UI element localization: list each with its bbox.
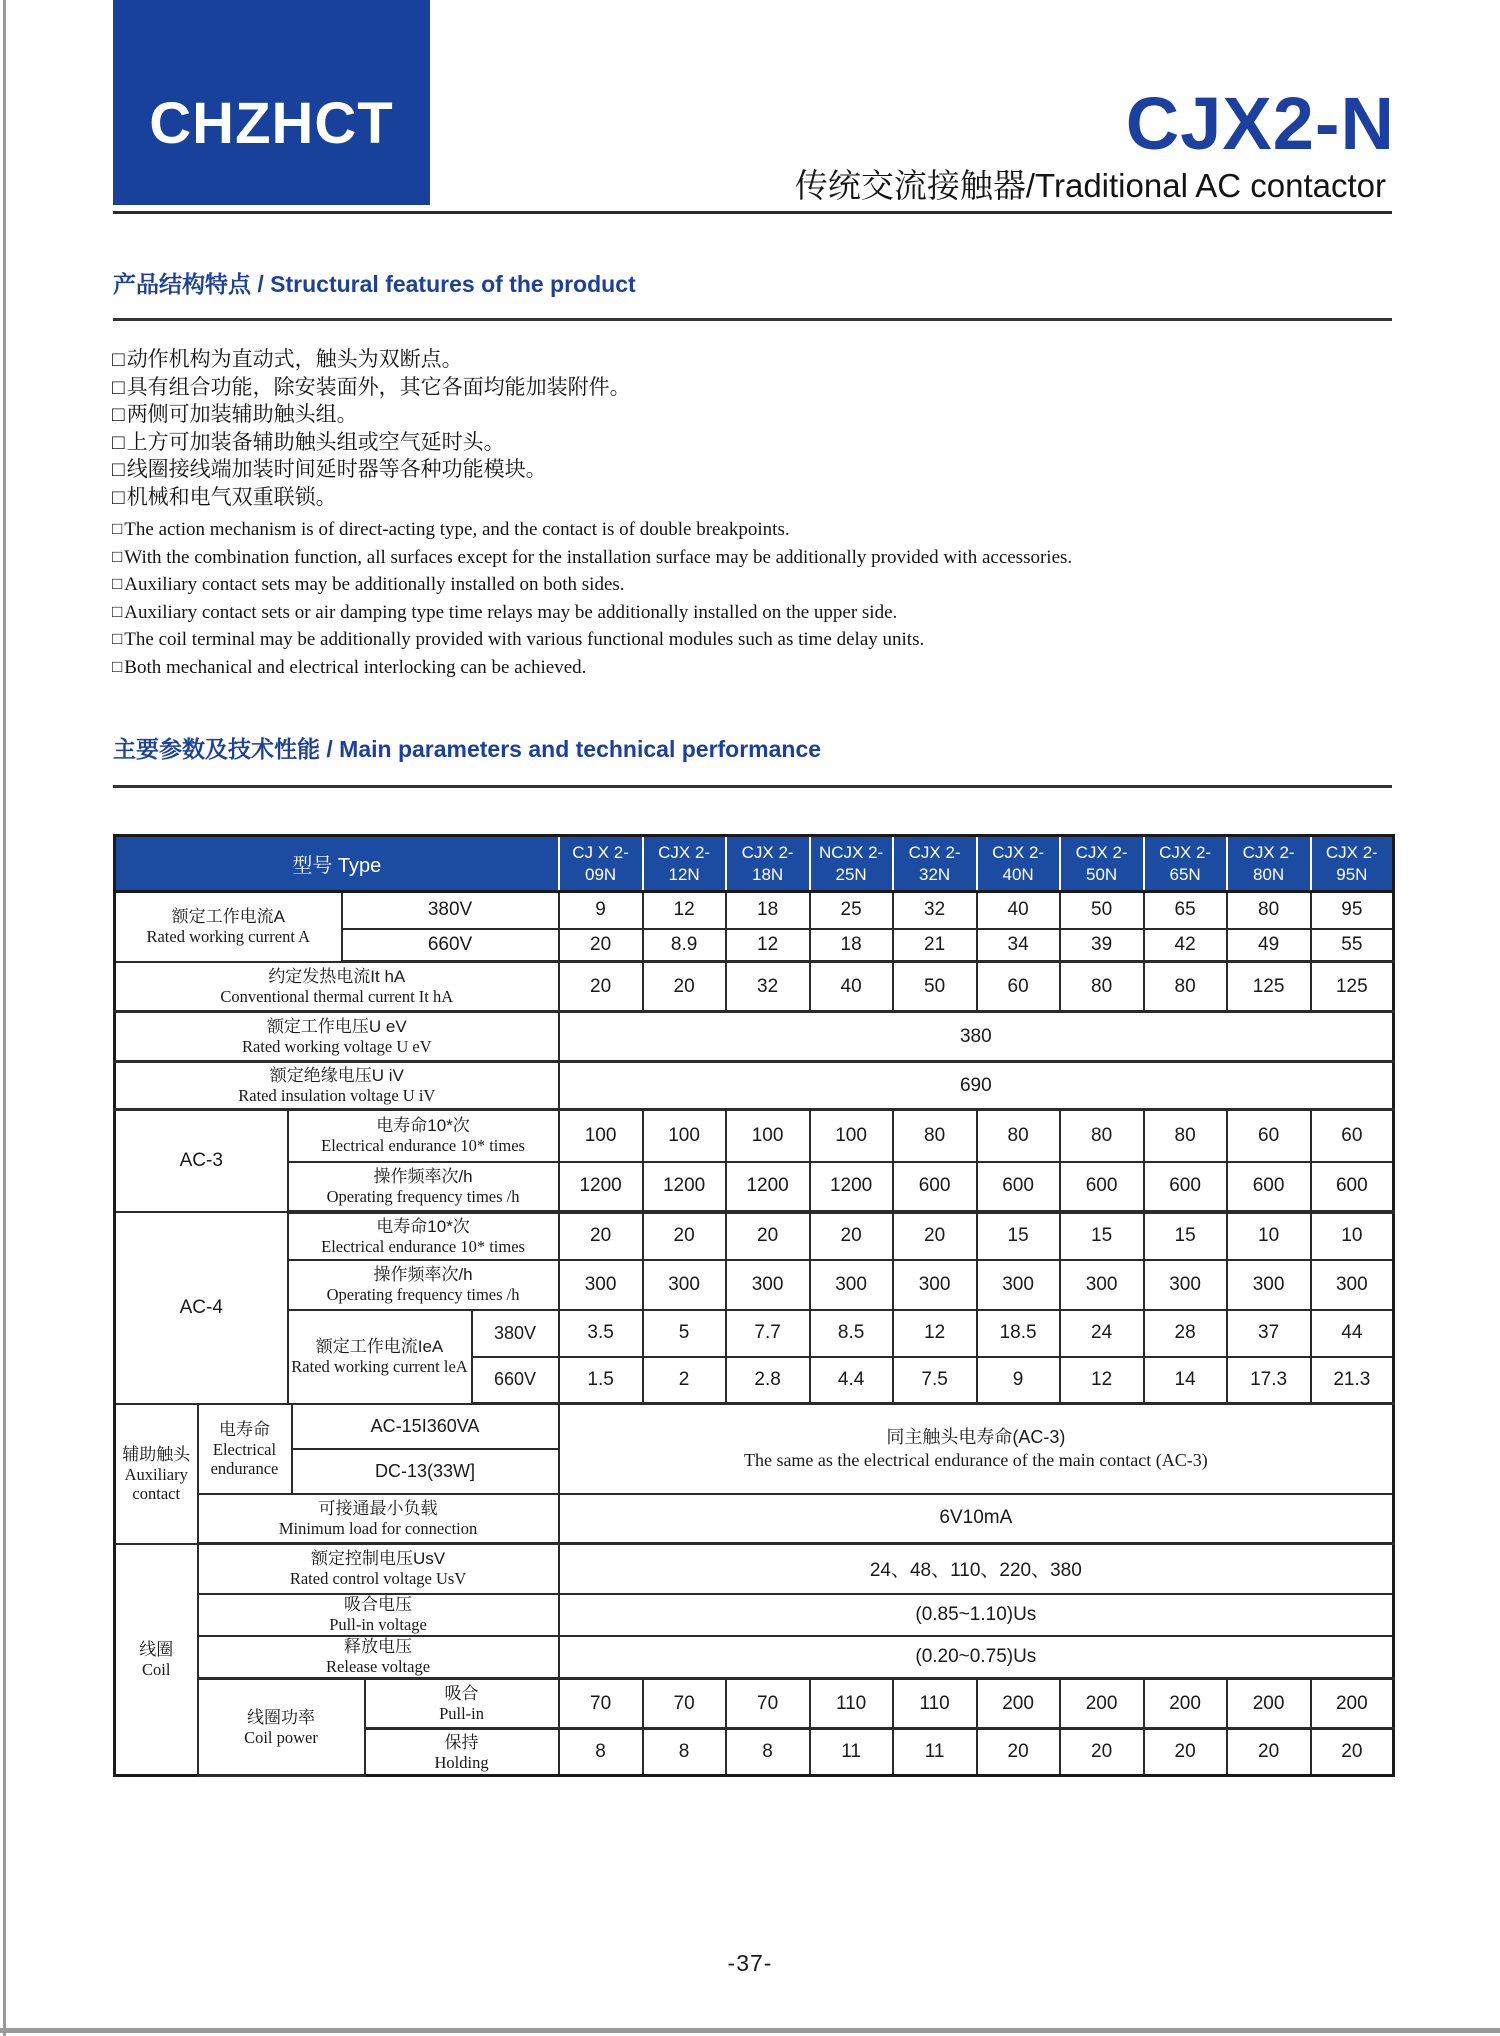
- row-label-auxiliary-contact: [115, 1404, 198, 1544]
- value-cell: 20: [1311, 1729, 1394, 1776]
- value-cell: 200: [977, 1679, 1060, 1729]
- table-header-row: [115, 836, 1394, 892]
- value-cell: 1200: [643, 1162, 726, 1212]
- value-cell: 7.5: [893, 1357, 977, 1404]
- value-cell: 39: [1060, 929, 1144, 962]
- label-en: Electrical endurance 10* times: [321, 1236, 525, 1256]
- value-cell: 8: [726, 1729, 810, 1776]
- label-en: Release voltage: [326, 1657, 431, 1677]
- feature-list-english: [112, 516, 1072, 681]
- value-cell: 300: [643, 1260, 726, 1310]
- label-cn: 吸合: [444, 1684, 479, 1703]
- value-cell: 80: [1227, 892, 1311, 929]
- feature-text: 上方可加装备辅助触头组或空气延时头。: [126, 430, 505, 454]
- model-column-header: CJX 2- 32N: [893, 836, 977, 892]
- value-cell: 42: [1144, 929, 1227, 962]
- label-en: Rated insulation voltage U iV: [238, 1086, 436, 1105]
- row-label-coil: [115, 1544, 198, 1776]
- list-item: [112, 484, 631, 512]
- value-cell: 20: [810, 1212, 893, 1260]
- value-cell: 12: [893, 1310, 977, 1357]
- page-number: -37-: [727, 1950, 773, 1976]
- label-en: contact: [132, 1483, 181, 1503]
- checkbox-icon: □: [112, 403, 125, 426]
- table-row: [115, 1212, 1394, 1260]
- value-cell: 21.3: [1311, 1357, 1394, 1404]
- value-cell: 20: [1227, 1729, 1311, 1776]
- label-en: Electrical: [212, 1439, 277, 1459]
- label-en: Pull-in: [439, 1704, 485, 1723]
- value-cell: 7.7: [726, 1310, 810, 1357]
- value-cell: 18: [726, 892, 810, 929]
- value-cell: 125: [1227, 962, 1311, 1012]
- row-label-ac3-endurance: [288, 1110, 559, 1162]
- table-row: [115, 1260, 1394, 1310]
- feature-text: 机械和电气双重联锁。: [126, 485, 337, 509]
- value-cell: 12: [726, 929, 810, 962]
- value-cell: 20: [559, 962, 643, 1012]
- row-label-ac15: AC-15I360VA: [292, 1404, 559, 1449]
- value-cell: 50: [893, 962, 977, 1012]
- value-cell: 8.5: [810, 1310, 893, 1357]
- value-cell: 80: [1060, 962, 1144, 1012]
- value-cell: 18: [810, 929, 893, 962]
- feature-text: Auxiliary contact sets may be additionally installed on both sides.: [124, 574, 625, 595]
- value-cell: 60: [1311, 1110, 1394, 1162]
- value-cell: 2: [643, 1357, 726, 1404]
- table-row: [115, 1162, 1394, 1212]
- value-cell: 12: [643, 892, 726, 929]
- label-en: Rated working current leA: [291, 1357, 468, 1376]
- value-cell: 80: [1144, 1110, 1227, 1162]
- value-cell: 80: [893, 1110, 977, 1162]
- table-row: [115, 1310, 1394, 1357]
- list-item: [112, 599, 1072, 627]
- feature-text: 具有组合功能，除安装面外，其它各面均能加装附件。: [126, 375, 631, 399]
- checkbox-icon: □: [112, 519, 123, 538]
- row-label-ac3-frequency: [288, 1162, 559, 1212]
- value-cell: 17.3: [1227, 1357, 1311, 1404]
- table-row: [115, 892, 1394, 929]
- value-cell: 50: [1060, 892, 1144, 929]
- label-cn: 操作频率次/h: [373, 1265, 473, 1284]
- row-label-working-voltage: [115, 1012, 559, 1062]
- table-row: [115, 1012, 1394, 1062]
- label-cn: 辅助触头: [122, 1444, 191, 1464]
- row-label-pull-in: [365, 1679, 559, 1729]
- value-cell: 10: [1227, 1212, 1311, 1260]
- value-cell: 60: [1227, 1110, 1311, 1162]
- row-label-holding: [365, 1729, 559, 1776]
- label-cn: 保持: [444, 1732, 479, 1752]
- label-en: Conventional thermal current It hA: [220, 987, 454, 1006]
- value-cell: 4.4: [810, 1357, 893, 1404]
- row-label-ac4: AC-4: [115, 1212, 288, 1404]
- label-cn: 约定发热电流It hA: [268, 967, 406, 986]
- model-column-header: CJX 2- 40N: [977, 836, 1060, 892]
- row-label-ac4-rated-current: [288, 1310, 472, 1404]
- table-row: [115, 1110, 1394, 1162]
- value-cell: 300: [977, 1260, 1060, 1310]
- feature-text: 动作机构为直动式，触头为双断点。: [126, 348, 463, 371]
- label-en: Electrical endurance 10* times: [321, 1136, 525, 1156]
- brand-logo-text: CHZHCT: [149, 91, 394, 156]
- value-cell: 600: [1144, 1162, 1227, 1212]
- value-cell: 300: [1227, 1260, 1311, 1310]
- value-cell: 8: [643, 1729, 726, 1776]
- value-cell: 20: [1060, 1729, 1144, 1776]
- value-cell: 9: [559, 892, 643, 929]
- value-cell: 65: [1144, 892, 1227, 929]
- value-cell: 21: [893, 929, 977, 962]
- value-cell: 2.8: [726, 1357, 810, 1404]
- value-cell: 200: [1311, 1679, 1394, 1729]
- checkbox-icon: □: [112, 348, 125, 371]
- value-cell: 100: [643, 1110, 726, 1162]
- checkbox-icon: □: [112, 574, 123, 593]
- list-item: [112, 374, 631, 402]
- list-item: [112, 401, 631, 429]
- label-en: Operating frequency times /h: [326, 1186, 520, 1206]
- value-cell: 80: [1144, 962, 1227, 1012]
- label-en: Minimum load for connection: [278, 1518, 478, 1538]
- row-label-coil-power: [198, 1679, 365, 1776]
- label-cn: 电寿命: [219, 1419, 270, 1439]
- value-cell: 15: [1144, 1212, 1227, 1260]
- table-row: [115, 1679, 1394, 1729]
- model-column-header: CJX 2- 95N: [1311, 836, 1394, 892]
- value-cell: 95: [1311, 892, 1394, 929]
- value-cell: 10: [1311, 1212, 1394, 1260]
- value-cell: 200: [1144, 1679, 1227, 1729]
- value-cell: 28: [1144, 1310, 1227, 1357]
- model-column-header: CJX 2- 80N: [1227, 836, 1311, 892]
- value-cell: 11: [810, 1729, 893, 1776]
- value-cell: 600: [893, 1162, 977, 1212]
- merged-value-control-voltage: 24、48、110、220、380: [559, 1544, 1394, 1594]
- row-label-dc13: DC-13(33W]: [292, 1449, 559, 1494]
- label-cn: 额定控制电压UsV: [310, 1549, 446, 1569]
- page-bottom-border: [0, 2028, 1500, 2033]
- row-label-insulation-voltage: [115, 1062, 559, 1110]
- label-en: Coil: [142, 1659, 171, 1679]
- value-cell: 300: [1060, 1260, 1144, 1310]
- sub-label-660v: 660V: [472, 1357, 559, 1404]
- feature-text: With the combination function, all surfaces except for the installation surface may be additionally provided with accessories.: [124, 546, 1073, 568]
- table-row: [115, 1544, 1394, 1594]
- value-cell: 600: [1227, 1162, 1311, 1212]
- merged-value-insulation-voltage: 690: [559, 1062, 1394, 1110]
- list-item: [112, 544, 1072, 572]
- value-cell: 300: [893, 1260, 977, 1310]
- value-cell: 300: [726, 1260, 810, 1310]
- list-item: [112, 516, 1072, 544]
- value-cell: 40: [977, 892, 1060, 929]
- col-header-type: 型号 Type: [115, 836, 559, 892]
- value-cell: 600: [1060, 1162, 1144, 1212]
- label-en: Pull-in voltage: [329, 1615, 427, 1634]
- label-cn: 线圈: [139, 1639, 174, 1659]
- value-cell: 8.9: [643, 929, 726, 962]
- label-en: Coil power: [244, 1727, 318, 1747]
- page-left-border: [3, 0, 6, 2036]
- model-column-header: CJ X 2- 09N: [559, 836, 643, 892]
- list-item: [112, 626, 1072, 654]
- value-cell: 32: [893, 892, 977, 929]
- value-cell: 300: [1311, 1260, 1394, 1310]
- list-item: [112, 346, 631, 374]
- value-cell: 32: [726, 962, 810, 1012]
- value-cell: 44: [1311, 1310, 1394, 1357]
- list-item: [112, 654, 1072, 682]
- section-heading-main-parameters: 主要参数及技术性能 / Main parameters and technical performance: [113, 736, 822, 762]
- value-cell: 100: [559, 1110, 643, 1162]
- value-cell: 20: [726, 1212, 810, 1260]
- row-label-ac3: AC-3: [115, 1110, 288, 1212]
- label-cn: 电寿命10*次: [376, 1216, 470, 1236]
- value-cell: 600: [1311, 1162, 1394, 1212]
- label-cn: 可接通最小负载: [318, 1498, 438, 1518]
- checkbox-icon: □: [112, 430, 125, 454]
- value-cell: 80: [1060, 1110, 1144, 1162]
- parameters-table: [113, 834, 1395, 1777]
- checkbox-icon: □: [112, 375, 125, 399]
- value-cell: 11: [893, 1729, 977, 1776]
- value-cell: 8: [559, 1729, 643, 1776]
- value-cell: 20: [1144, 1729, 1227, 1776]
- value-cell: 110: [810, 1679, 893, 1729]
- label-cn: 额定工作电压U eV: [266, 1017, 407, 1036]
- value-cell: 125: [1311, 962, 1394, 1012]
- value-cell: 37: [1227, 1310, 1311, 1357]
- merged-value-min-load: 6V10mA: [559, 1494, 1394, 1544]
- label-en: endurance: [210, 1458, 279, 1478]
- value-cell: 80: [977, 1110, 1060, 1162]
- value-cell: 70: [643, 1679, 726, 1729]
- value-cell: 18.5: [977, 1310, 1060, 1357]
- value-cell: 1200: [810, 1162, 893, 1212]
- value-cell: 200: [1060, 1679, 1144, 1729]
- merged-value-release-voltage: (0.20~0.75)Us: [559, 1636, 1394, 1679]
- value-cell: 70: [559, 1679, 643, 1729]
- label-cn: 额定工作电流A: [171, 907, 285, 927]
- label-cn: 额定绝缘电压U iV: [269, 1066, 404, 1085]
- value-cell: 12: [1060, 1357, 1144, 1404]
- checkbox-icon: □: [112, 629, 123, 648]
- feature-text: 两侧可加装辅助触头组。: [126, 403, 358, 426]
- feature-list-chinese: [112, 346, 631, 511]
- list-item: [112, 429, 631, 457]
- value-cell: 15: [977, 1212, 1060, 1260]
- feature-text: The coil terminal may be additionally provided with various functional modules such as time delay units.: [124, 629, 925, 650]
- section-divider-2: [113, 785, 1392, 788]
- merged-value-aux-endurance: [559, 1404, 1394, 1494]
- value-cell: 100: [810, 1110, 893, 1162]
- label-en: Rated working current A: [146, 927, 311, 947]
- row-label-ac4-frequency: [288, 1260, 559, 1310]
- value-cell: 34: [977, 929, 1060, 962]
- model-column-header: CJX 2- 18N: [726, 836, 810, 892]
- product-model-title: CJX2-N: [1125, 82, 1395, 165]
- row-label-release-voltage: [198, 1636, 559, 1679]
- value-cell: 20: [977, 1729, 1060, 1776]
- value-cell: 55: [1311, 929, 1394, 962]
- value-cell: 600: [977, 1162, 1060, 1212]
- value-en: The same as the electrical endurance of the main contact (AC-3): [743, 1450, 1208, 1471]
- value-cell: 15: [1060, 1212, 1144, 1260]
- row-label-aux-endurance: [198, 1404, 292, 1494]
- value-cell: 40: [810, 962, 893, 1012]
- value-cell: 14: [1144, 1357, 1227, 1404]
- value-cell: 1200: [559, 1162, 643, 1212]
- value-cell: 20: [559, 929, 643, 962]
- label-en: Rated working voltage U eV: [241, 1037, 432, 1056]
- list-item: [112, 571, 1072, 599]
- feature-text: 线圈接线端加装时间延时器等各种功能模块。: [126, 458, 547, 481]
- value-cell: 3.5: [559, 1310, 643, 1357]
- value-cell: 20: [643, 1212, 726, 1260]
- value-cell: 5: [643, 1310, 726, 1357]
- merged-value-pull-in-voltage: (0.85~1.10)Us: [559, 1594, 1394, 1636]
- row-label-control-voltage: [198, 1544, 559, 1594]
- header-divider: [113, 211, 1392, 214]
- row-label-ac4-endurance: [288, 1212, 559, 1260]
- value-cell: 60: [977, 962, 1060, 1012]
- table-row: [115, 1594, 1394, 1636]
- value-cell: 20: [893, 1212, 977, 1260]
- row-label-thermal-current: [115, 962, 559, 1012]
- checkbox-icon: □: [112, 656, 123, 676]
- label-cn: 操作频率次/h: [373, 1166, 473, 1186]
- sub-label-380v: 380V: [472, 1310, 559, 1357]
- table-row: [115, 962, 1394, 1012]
- list-item: [112, 456, 631, 484]
- value-cell: 9: [977, 1357, 1060, 1404]
- table-row: [115, 1404, 1394, 1449]
- value-cell: 1200: [726, 1162, 810, 1212]
- section-heading-structural-features: 产品结构特点 / Structural features of the product: [113, 271, 636, 297]
- brand-logo: [113, 0, 430, 205]
- value-cell: 49: [1227, 929, 1311, 962]
- checkbox-icon: □: [112, 601, 123, 621]
- checkbox-icon: □: [112, 546, 123, 566]
- value-cell: 20: [559, 1212, 643, 1260]
- label-en: Auxiliary: [124, 1464, 188, 1484]
- label-cn: 释放电压: [344, 1637, 413, 1657]
- label-en: Operating frequency times /h: [326, 1285, 520, 1304]
- checkbox-icon: □: [112, 458, 125, 481]
- product-subtitle: 传统交流接触器/Traditional AC contactor: [794, 167, 1386, 204]
- label-en: Rated control voltage UsV: [289, 1569, 467, 1589]
- value-cell: 70: [726, 1679, 810, 1729]
- model-column-header: NCJX 2- 25N: [810, 836, 893, 892]
- checkbox-icon: □: [112, 485, 125, 509]
- value-cell: 110: [893, 1679, 977, 1729]
- feature-text: Both mechanical and electrical interlocking can be achieved.: [124, 656, 587, 678]
- row-label-rated-working-current: [115, 892, 342, 962]
- feature-text: The action mechanism is of direct-acting type, and the contact is of double breakpoints.: [124, 519, 790, 540]
- value-cell: 300: [1144, 1260, 1227, 1310]
- value-cell: 20: [643, 962, 726, 1012]
- value-cell: 200: [1227, 1679, 1311, 1729]
- merged-value-working-voltage: 380: [559, 1012, 1394, 1062]
- label-cn: 线圈功率: [247, 1707, 315, 1727]
- label-en: Holding: [434, 1752, 489, 1772]
- sub-label-380v: 380V: [342, 892, 559, 929]
- label-cn: 电寿命10*次: [376, 1116, 470, 1136]
- row-label-pull-in-voltage: [198, 1594, 559, 1636]
- feature-text: Auxiliary contact sets or air damping type time relays may be additionally installed on the upper side.: [124, 601, 898, 623]
- label-cn: 额定工作电流IeA: [315, 1337, 444, 1356]
- value-cell: 100: [726, 1110, 810, 1162]
- model-column-header: CJX 2- 12N: [643, 836, 726, 892]
- table-row: [115, 1062, 1394, 1110]
- label-cn: 吸合电压: [344, 1595, 413, 1614]
- section-divider-1: [113, 318, 1392, 321]
- value-cell: 25: [810, 892, 893, 929]
- model-column-header: CJX 2- 50N: [1060, 836, 1144, 892]
- value-cell: 24: [1060, 1310, 1144, 1357]
- table-row: [115, 1494, 1394, 1544]
- sub-label-660v: 660V: [342, 929, 559, 962]
- model-column-header: CJX 2- 65N: [1144, 836, 1227, 892]
- table-row: [115, 1636, 1394, 1679]
- value-cn: 同主触头电寿命(AC-3): [886, 1427, 1066, 1448]
- value-cell: 300: [559, 1260, 643, 1310]
- value-cell: 1.5: [559, 1357, 643, 1404]
- value-cell: 300: [810, 1260, 893, 1310]
- row-label-min-load: [198, 1494, 559, 1544]
